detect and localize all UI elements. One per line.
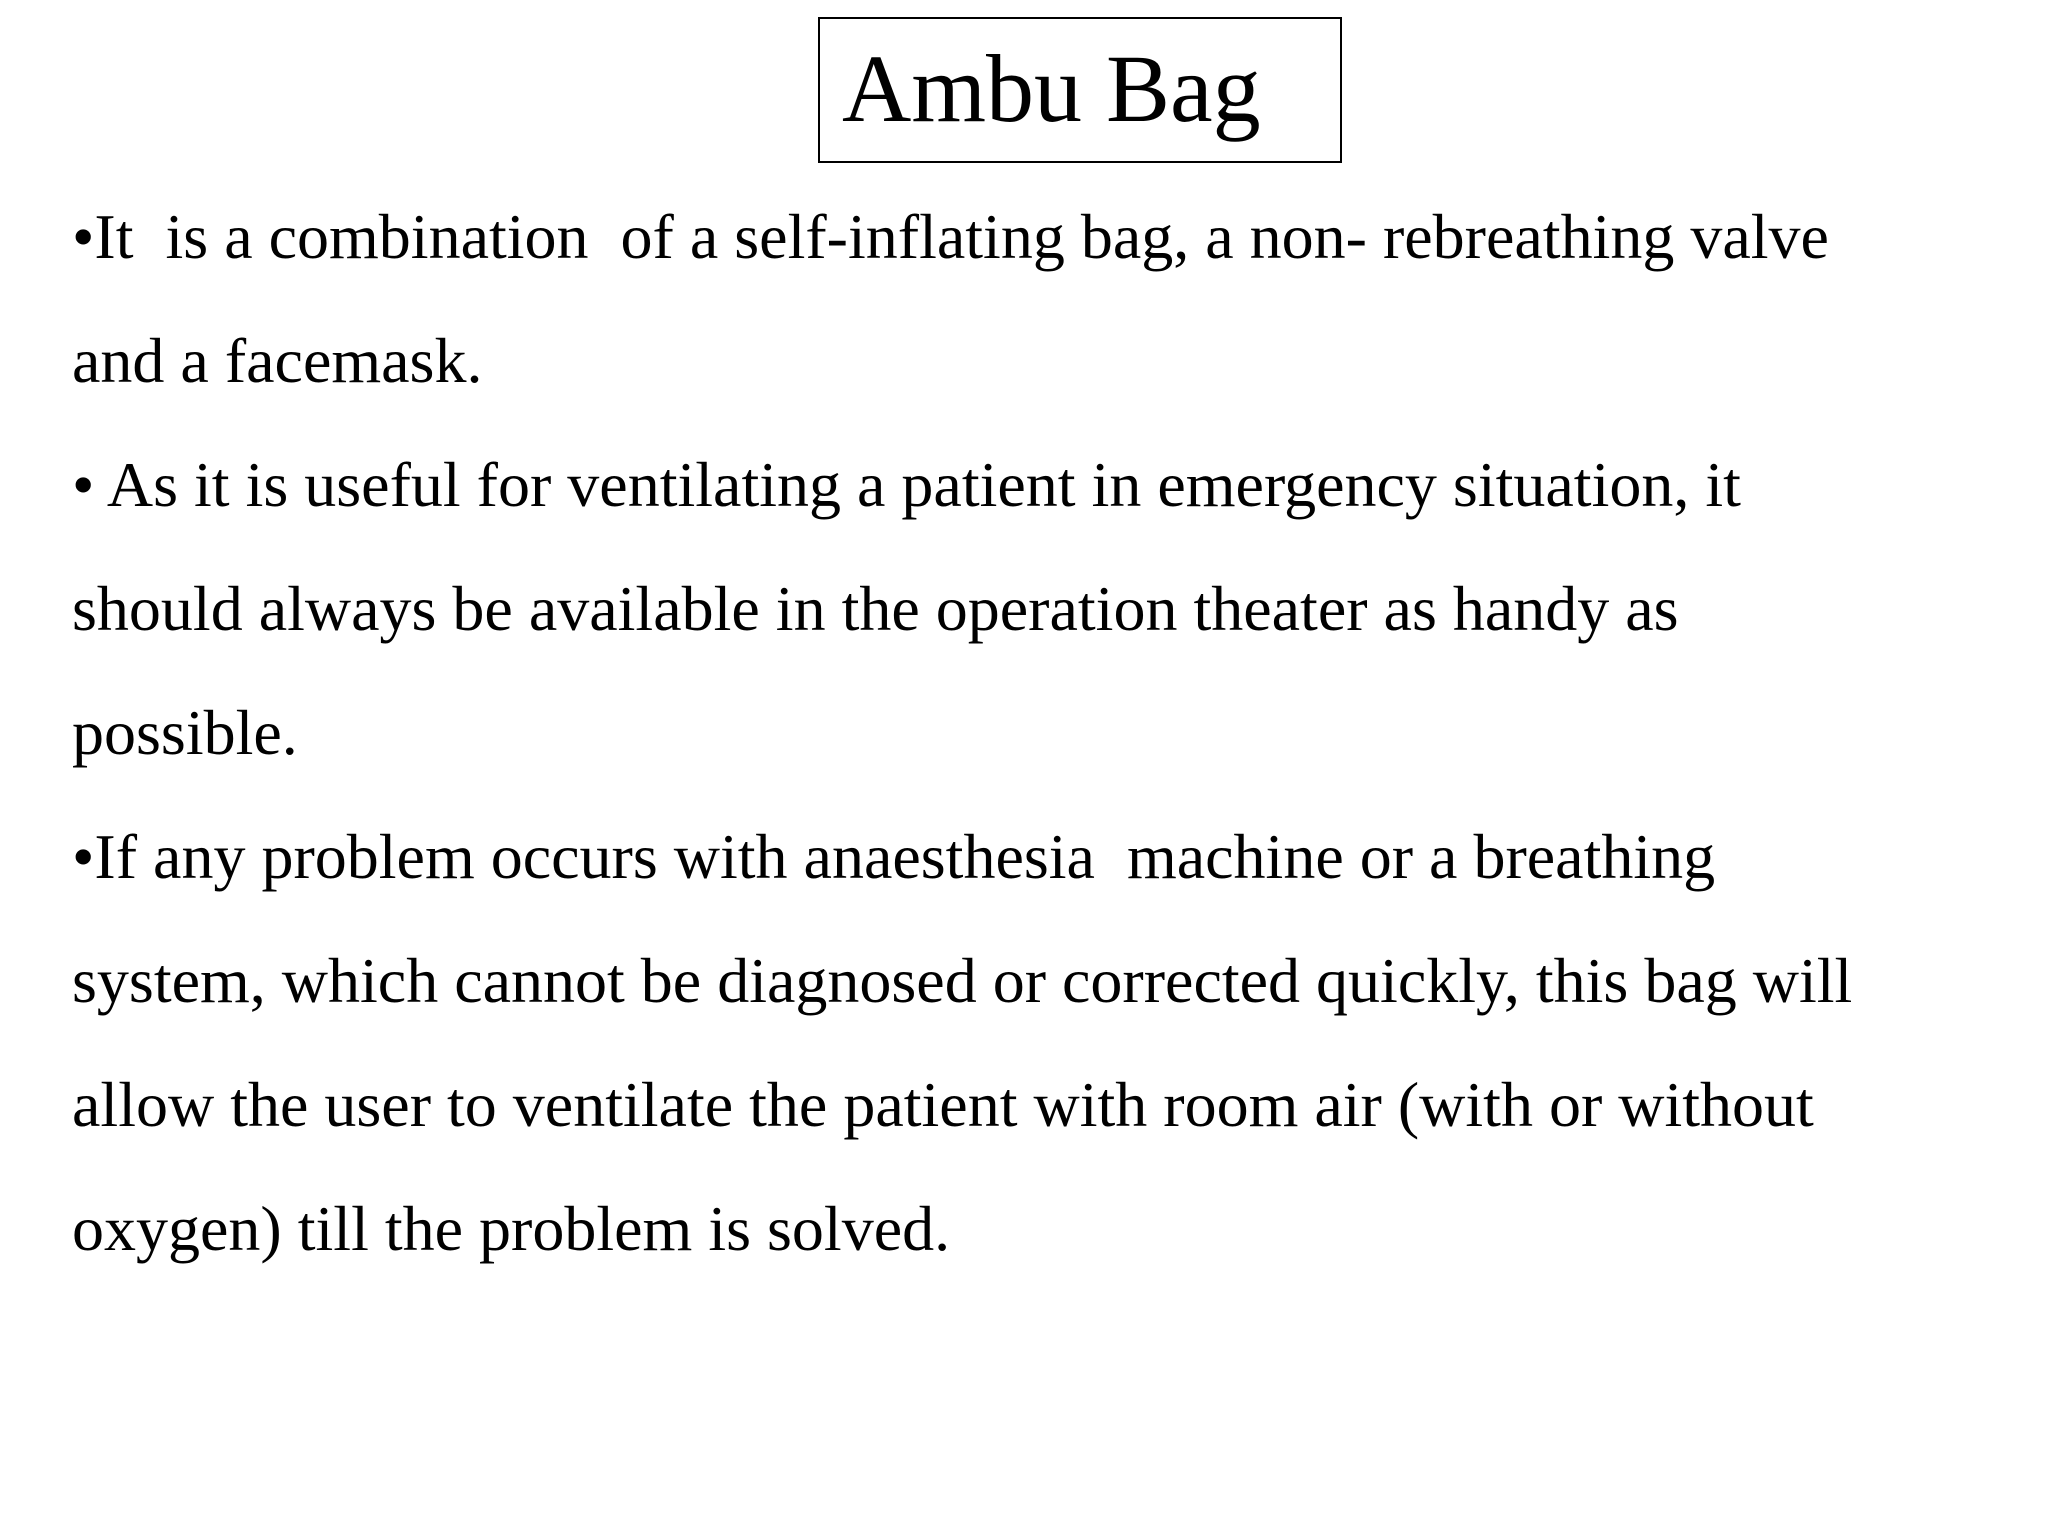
body-line-5: possible.	[72, 697, 298, 768]
body-line-9: oxygen) till the problem is solved.	[72, 1193, 951, 1264]
body-line-8: allow the user to ventilate the patient with room air (with or without	[72, 1069, 1814, 1140]
body-line-1: •It is a combination of a self-inflating bag, a non- rebreathing valve	[72, 201, 1829, 272]
body-line-2: and a facemask.	[72, 325, 483, 396]
title-box	[818, 17, 1342, 163]
slide-title: Ambu Bag	[842, 35, 1261, 142]
body-line-7: system, which cannot be diagnosed or corrected quickly, this bag will	[72, 945, 1853, 1016]
body-line-4: should always be available in the operation theater as handy as	[72, 573, 1679, 644]
body-line-6: •If any problem occurs with anaesthesia machine or a breathing	[72, 821, 1716, 892]
body-line-3: • As it is useful for ventilating a patient in emergency situation, it	[72, 449, 1741, 520]
